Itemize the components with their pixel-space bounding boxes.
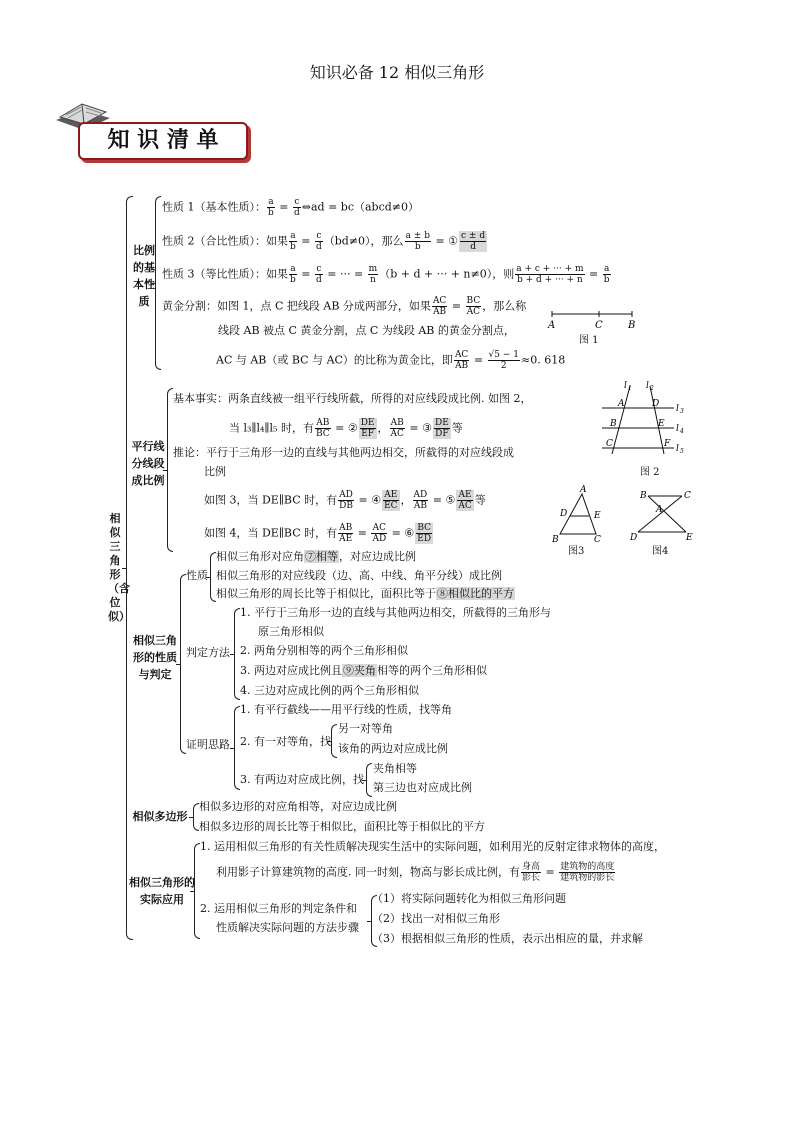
fig1-label-a: A xyxy=(548,320,556,331)
figure-2 xyxy=(596,378,688,458)
fig1-label-c: C xyxy=(595,320,603,331)
s5-app-1a: 1. 运用相似三角形的有关性质解决现实生活中的实际问题，如利用光的反射定律求物体的高度， xyxy=(200,840,665,853)
s5-app-2b: 性质解决实际问题的方法步骤 xyxy=(216,921,359,934)
s3-label: 相似三角形的性质与判定 xyxy=(133,634,177,681)
svg-text:3: 3 xyxy=(680,408,684,415)
s3-judge-2: 2. 两角分别相等的两个三角形相似 xyxy=(240,644,408,657)
svg-text:C: C xyxy=(684,491,691,501)
svg-text:E: E xyxy=(594,511,601,521)
s1-golden-1: 黄金分割：如图 1，点 C 把线段 AB 分成两部分，如果 $\frac{AC}{AB}$ = $\frac{BC}{AC}$ ，那么称 xyxy=(162,296,527,317)
s2-fig3-text: 如图 3，当 DE∥BC 时，有 $\frac{AD}{DB}$ = ④ $\frac{AE}{EC}$ ， $\frac{AD}{AB}$ = ⑤ $\frac{AE}{AC}$ 等 xyxy=(204,490,486,511)
section-banner xyxy=(78,122,248,160)
main-label: 相似三角形（含位似） xyxy=(108,512,130,623)
svg-text:5: 5 xyxy=(680,448,684,455)
s5-step-2: （2）找出一对相似三角形 xyxy=(372,912,500,925)
s3-prop-1: 相似三角形对应角⑦相等，对应边成比例 xyxy=(216,550,416,563)
s3-proof-2: 2. 有一对等角，找 xyxy=(240,735,331,748)
fig1-label-b: B xyxy=(628,320,636,331)
s3-proof-label: 证明思路 xyxy=(186,738,230,751)
banner-text: 知 识 清 单 xyxy=(107,128,219,153)
svg-text:C: C xyxy=(594,535,601,544)
s3-proof-3a: 夹角相等 xyxy=(373,762,417,775)
svg-text:1: 1 xyxy=(628,385,632,392)
s3-proof-3b: 第三边也对应成比例 xyxy=(373,781,472,794)
s3-judge-1b: 原三角形相似 xyxy=(258,625,324,638)
s3-judge-1a: 1. 平行于三角形一边的直线与其他两边相交，所截得的三角形与 xyxy=(240,606,551,619)
s3-proof-3: 3. 有两边对应成比例，找 xyxy=(240,773,364,786)
s3-proof-1: 1. 有平行截线——用平行线的性质，找等角 xyxy=(240,703,452,716)
s1-prop1: 性质 1（基本性质）： $\frac{a}{b}$ = $\frac{c}{d}$ ⇔ad = bc（abcd≠0） xyxy=(162,197,419,218)
svg-text:F: F xyxy=(664,439,671,449)
s1-prop2: 性质 2（合比性质）：如果 $\frac{a}{b}$ = $\frac{c}{d}$ （bd≠0），那么 $\frac{a \pm b}{b}$ = ① $\frac{c \pm d}{d}$ xyxy=(162,231,486,252)
svg-text:C: C xyxy=(606,439,613,449)
svg-text:D: D xyxy=(630,533,638,542)
s3-judge-4: 4. 三边对应成比例的两个三角形相似 xyxy=(240,684,419,697)
s3-proof-2a: 另一对等角 xyxy=(338,722,393,735)
figure-3 xyxy=(548,484,608,544)
s4-line-1: 相似多边形的对应角相等，对应边成比例 xyxy=(199,800,397,813)
s1-prop3: 性质 3（等比性质）：如果 $\frac{a}{b}$ = $\frac{c}{d}$ = ··· = $\frac{m}{n}$ （b + d + ··· + n≠0），则 $\frac{a + c + \cdot\cdot\cdot + m}{b + d + \cdot\cdot\cdot + n}$ = $\frac{a}{b}$ xyxy=(162,264,610,285)
s3-judge-3: 3. 两边对应成比例且⑨夹角相等的两个三角形相似 xyxy=(240,664,487,677)
svg-text:4: 4 xyxy=(680,428,684,435)
s3-prop-label: 性质 xyxy=(186,569,208,582)
s2-infer-1: 推论：平行于三角形一边的直线与其他两边相交，所截得的对应线段成 xyxy=(173,446,514,459)
s2-fact-2: 当 l₃∥l₄∥l₅ 时，有 $\frac{AB}{BC}$ = ② $\frac{DE}{EF}$ ， $\frac{AB}{AC}$ = ③ $\frac{DE}{DF}$ 等 xyxy=(229,418,463,439)
s2-fact-1: 基本事实：两条直线被一组平行线所截，所得的对应线段成比例. 如图 2， xyxy=(173,392,532,405)
svg-text:A: A xyxy=(580,485,587,495)
svg-text:l: l xyxy=(646,381,649,391)
s5-step-3: （3）根据相似三角形的性质，表示出相应的量，并求解 xyxy=(372,932,643,945)
s3-judge-label: 判定方法 xyxy=(186,646,230,659)
s3-prop-2: 相似三角形的对应线段（边、高、中线、角平分线）成比例 xyxy=(216,569,502,582)
svg-text:l: l xyxy=(676,404,679,414)
svg-text:D: D xyxy=(652,399,660,409)
s3-prop-3: 相似三角形的周长比等于相似比，面积比等于⑧相似比的平方 xyxy=(216,587,514,600)
svg-text:E: E xyxy=(686,533,693,542)
s5-app-2a: 2. 运用相似三角形的判定条件和 xyxy=(200,902,357,915)
svg-text:2: 2 xyxy=(650,385,654,392)
s3-proof-2b: 该角的两边对应成比例 xyxy=(338,742,448,755)
svg-text:E: E xyxy=(658,419,665,429)
s5-app-1b: 利用影子计算建筑物的高度. 同一时刻，物高与影长成比例，有 $\frac{\text{身高}}{\text{影长}}$ = $\frac{\text{建筑物的高度}}{\text{建筑物的影长}}$ xyxy=(216,862,615,883)
svg-text:D: D xyxy=(560,509,568,519)
fig4-caption: 图4 xyxy=(652,546,669,557)
s1-label: 比例的基本性质 xyxy=(133,244,155,308)
s1-golden-3: AC 与 AB（或 BC 与 AC）的比称为黄金比，即 $\frac{AC}{AB}$ = $\frac{√5 - 1}{2}$ ≈0. 618 xyxy=(216,350,566,371)
s1-golden-2: 线段 AB 被点 C 黄金分割，点 C 为线段 AB 的黄金分割点， xyxy=(218,324,515,337)
svg-text:B: B xyxy=(552,535,559,544)
page-title: 知识必备 12 相似三角形 xyxy=(309,63,485,82)
s4-label: 相似多边形 xyxy=(132,810,188,823)
svg-text:l: l xyxy=(676,424,679,434)
svg-text:l: l xyxy=(624,381,627,391)
svg-text:A: A xyxy=(618,399,625,409)
s5-label: 相似三角形的实际应用 xyxy=(129,876,195,906)
svg-text:B: B xyxy=(610,419,617,429)
fig1-caption: 图 1 xyxy=(579,335,599,346)
svg-text:A: A xyxy=(656,505,663,515)
fig3-caption: 图3 xyxy=(568,546,585,557)
s4-line-2: 相似多边形的周长比等于相似比，面积比等于相似比的平方 xyxy=(199,820,485,833)
fig2-caption: 图 2 xyxy=(640,467,660,478)
svg-text:B: B xyxy=(640,491,647,501)
s2-fig4-text: 如图 4，当 DE∥BC 时，有 $\frac{AB}{AE}$ = $\frac{AC}{AD}$ = ⑥ $\frac{BC}{ED}$ xyxy=(204,523,432,544)
svg-text:l: l xyxy=(676,444,679,454)
s2-label: 平行线分线段成比例 xyxy=(131,440,165,487)
figure-4 xyxy=(626,486,696,542)
s5-step-1: （1）将实际问题转化为相似三角形问题 xyxy=(372,892,566,905)
s2-infer-2: 比例 xyxy=(204,465,226,478)
